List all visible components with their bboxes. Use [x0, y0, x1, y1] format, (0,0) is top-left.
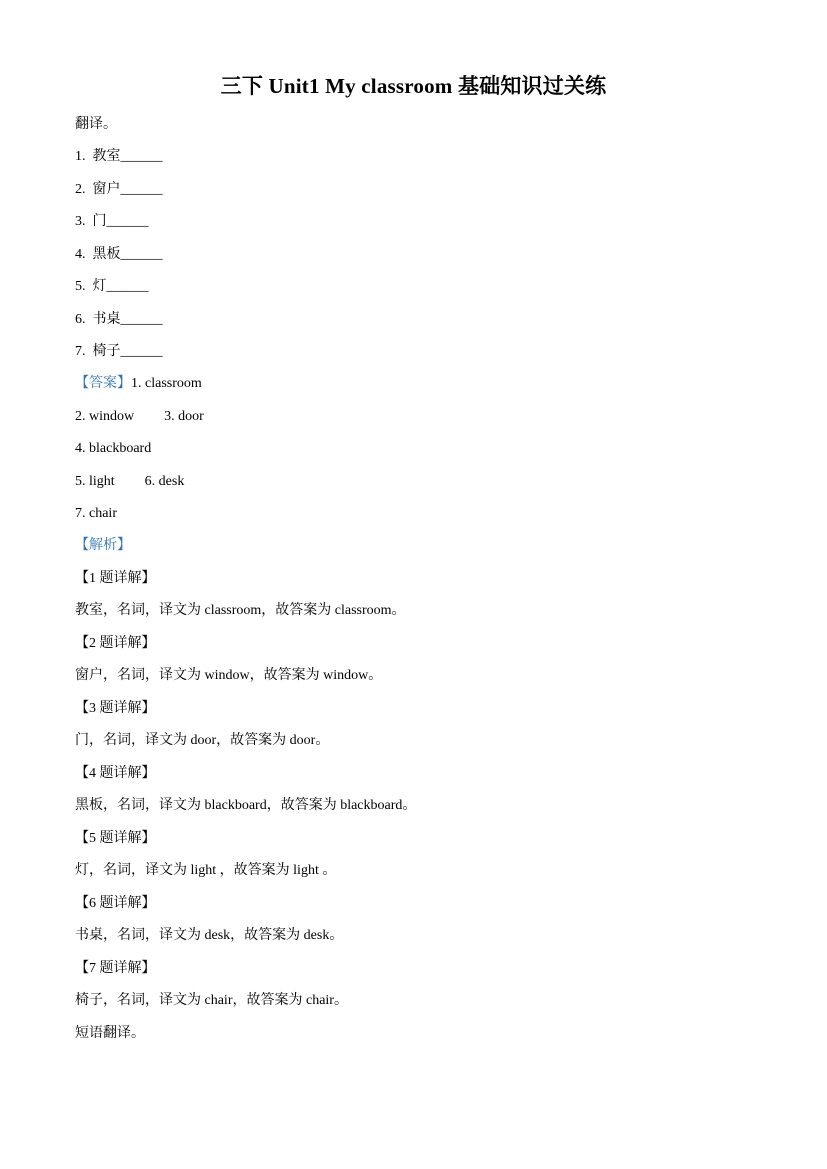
detail-heading-2: 【2 题详解】 — [75, 636, 156, 651]
question-number: 5. — [75, 279, 86, 294]
question-number: 4. — [75, 247, 86, 262]
question-number: 2. — [75, 182, 86, 197]
detail-heading-4: 【4 题详解】 — [75, 766, 156, 781]
answer-label: 【答案】 — [75, 376, 131, 391]
question-number: 3. — [75, 214, 86, 229]
question-number: 7. — [75, 344, 86, 359]
question-text: 窗户______ — [92, 182, 163, 197]
analysis-label: 【解析】 — [75, 538, 131, 553]
detail-body-4: 黑板，名词，译文为 blackboard，故答案为 blackboard。 — [75, 798, 417, 813]
question-7 — [75, 342, 163, 362]
answer-line-2 — [75, 407, 204, 427]
detail-heading-5: 【5 题详解】 — [75, 831, 156, 846]
answer-5: 5. light — [75, 474, 115, 489]
question-3 — [75, 212, 149, 232]
detail-body-1: 教室，名词，译文为 classroom，故答案为 classroom。 — [75, 603, 406, 618]
question-2 — [75, 180, 163, 200]
question-number: 6. — [75, 312, 86, 327]
question-4 — [75, 245, 163, 265]
question-1 — [75, 147, 163, 167]
detail-body-6: 书桌，名词，译文为 desk，故答案为 desk。 — [75, 928, 344, 943]
question-text: 黑板______ — [92, 247, 163, 262]
answer-line-5 — [75, 504, 117, 524]
answer-7: 7. chair — [75, 506, 117, 521]
question-text: 椅子______ — [92, 344, 163, 359]
answer-4: 4. blackboard — [75, 441, 152, 456]
detail-heading-7: 【7 题详解】 — [75, 961, 156, 976]
question-text: 书桌______ — [92, 312, 163, 327]
answer-2: 2. window — [75, 409, 135, 424]
detail-body-3: 门，名词，译文为 door，故答案为 door。 — [75, 733, 330, 748]
answer-3: 3. door — [164, 409, 204, 424]
answer-1: 1. classroom — [131, 376, 202, 391]
question-text: 灯______ — [92, 279, 149, 294]
question-text: 教室______ — [92, 149, 163, 164]
detail-heading-1: 【1 题详解】 — [75, 571, 156, 586]
question-5 — [75, 277, 149, 297]
detail-heading-6: 【6 题详解】 — [75, 896, 156, 911]
question-6 — [75, 310, 163, 330]
answer-line-3 — [75, 439, 151, 459]
detail-heading-3: 【3 题详解】 — [75, 701, 156, 716]
section-instruction-2: 短语翻译。 — [75, 1026, 145, 1041]
answer-line-1 — [75, 374, 202, 394]
question-text: 门______ — [92, 214, 149, 229]
section-instruction: 翻译。 — [75, 117, 117, 132]
detail-body-5: 灯，名词，译文为 light ，故答案为 light 。 — [75, 863, 337, 878]
detail-body-7: 椅子，名词，译文为 chair，故答案为 chair。 — [75, 993, 348, 1008]
answer-6: 6. desk — [144, 474, 185, 489]
page-title: 三下 Unit1 My classroom 基础知识过关练 — [220, 74, 607, 98]
detail-body-2: 窗户，名词，译文为 window，故答案为 window。 — [75, 668, 383, 683]
answer-line-4 — [75, 472, 184, 492]
question-number: 1. — [75, 149, 86, 164]
